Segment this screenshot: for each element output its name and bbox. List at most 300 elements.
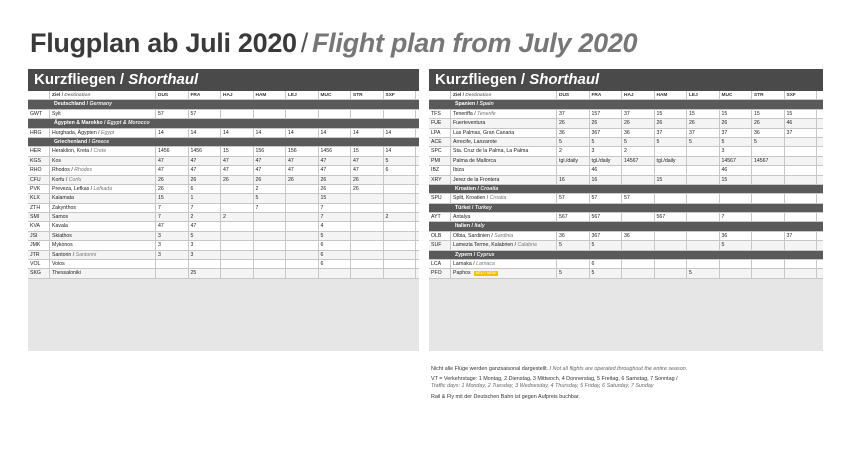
- destination-cell: [451, 269, 557, 277]
- table-row: [429, 166, 823, 175]
- region-name-en: Egypt & Morocco: [107, 120, 150, 127]
- schedule-cell: 1456: [156, 147, 189, 155]
- schedule-cell: 26: [189, 176, 222, 184]
- footnotes: [431, 366, 841, 404]
- schedule-cell: [156, 269, 189, 277]
- schedule-cell: [286, 222, 319, 230]
- schedule-cell: 46: [590, 166, 623, 174]
- region-label: Italien / Italy: [455, 223, 485, 230]
- destination-name-en: Croatia: [489, 195, 507, 202]
- schedule-cell: [351, 241, 384, 249]
- schedule-cell: 3: [156, 241, 189, 249]
- schedule-cell: [319, 269, 352, 277]
- airport-code: SUF: [429, 241, 451, 249]
- schedule-cell: 5: [557, 241, 590, 249]
- schedule-cell: [752, 176, 785, 184]
- schedule-cell: [286, 204, 319, 212]
- schedule-cell: [720, 260, 753, 268]
- region-name-de: Zypern: [455, 251, 473, 258]
- schedule-cell: [622, 213, 655, 221]
- schedule-cell: 5: [557, 138, 590, 146]
- schedule-cell: [221, 241, 254, 249]
- schedule-cell: 26: [156, 185, 189, 193]
- schedule-cell: [687, 260, 720, 268]
- schedule-cell: 57: [156, 110, 189, 118]
- destination-name-en: Rhodes: [74, 167, 93, 174]
- schedule-cell: 7: [720, 213, 753, 221]
- airport-code: RHO: [28, 166, 50, 174]
- code-column-header: [429, 91, 451, 99]
- schedule-cell: 3: [189, 251, 222, 259]
- schedule-cell: [189, 260, 222, 268]
- schedule-cell: 37: [785, 232, 818, 240]
- destination-name-de: Sylt: [52, 110, 61, 117]
- schedule-cell: [785, 194, 818, 202]
- schedule-cell: 567: [655, 213, 688, 221]
- schedule-cell: 26: [254, 176, 287, 184]
- airport-code: KLX: [28, 194, 50, 202]
- destination-cell: [50, 269, 156, 277]
- schedule-cell: 26: [351, 185, 384, 193]
- region-category-row: [28, 138, 419, 147]
- schedule-cell: 15: [156, 194, 189, 202]
- schedule-cell: 5: [720, 241, 753, 249]
- destination-name-de: Kavala: [52, 223, 68, 230]
- schedule-cell: 5: [590, 138, 623, 146]
- region-name-en: Germany: [89, 101, 112, 108]
- table-row: [28, 176, 419, 185]
- footnote-season-de: Nicht alle Flüge werden ganzsaisonal dargestellt. /: [431, 366, 552, 372]
- schedule-cell: 2: [221, 213, 254, 221]
- schedule-cell: 37: [720, 129, 753, 137]
- table-row: [28, 129, 419, 138]
- schedule-cell: [286, 241, 319, 249]
- region-name-en: Italy: [474, 223, 485, 230]
- destination-name-de: Hurghada, Ägypten: [52, 129, 97, 136]
- table-row: [429, 119, 823, 128]
- airport-code: FUE: [429, 119, 451, 127]
- schedule-cell: 47: [156, 222, 189, 230]
- destination-name-en: Sardinia: [494, 232, 514, 239]
- schedule-cell: 16: [557, 176, 590, 184]
- schedule-cell: [622, 166, 655, 174]
- airport-code: TFS: [429, 110, 451, 118]
- table-row: [28, 241, 419, 250]
- schedule-cell: [254, 269, 287, 277]
- schedule-cell: [557, 260, 590, 268]
- schedule-cell: 5: [254, 194, 287, 202]
- title-english: Flight plan from July 2020: [311, 28, 638, 58]
- schedule-cell: [384, 241, 417, 249]
- airport-code: GWT: [28, 110, 50, 118]
- schedule-cell: 3: [590, 147, 623, 155]
- schedule-cell: 14: [384, 147, 417, 155]
- schedule-cell: 36: [720, 232, 753, 240]
- schedule-cell: [622, 260, 655, 268]
- schedule-cell: [655, 260, 688, 268]
- schedule-cell: [221, 110, 254, 118]
- destination-name-de: Lamezia Terme, Kalabrien: [453, 242, 514, 249]
- destination-name-de: Olbia, Sardinien: [453, 232, 490, 239]
- region-name-de: Spanien: [455, 101, 476, 108]
- destination-name-de: Zakynthos: [52, 204, 76, 211]
- destination-column-header: Ziel / Destination: [50, 91, 156, 99]
- table-row: [28, 185, 419, 194]
- table-heading: [429, 69, 823, 91]
- destination-name-de: Volos: [52, 261, 65, 268]
- airport-code: SMI: [28, 213, 50, 221]
- schedule-cell: [384, 269, 417, 277]
- table-row: [28, 222, 419, 231]
- destination-name-de: Mykonos: [52, 242, 73, 249]
- schedule-cell: [687, 176, 720, 184]
- schedule-cell: 47: [319, 166, 352, 174]
- airport-code: SKG: [28, 269, 50, 277]
- schedule-cell: [557, 166, 590, 174]
- schedule-cell: 6: [319, 241, 352, 249]
- schedule-cell: [221, 269, 254, 277]
- schedule-cell: 14: [221, 129, 254, 137]
- schedule-cell: 26: [319, 185, 352, 193]
- schedule-cell: 26: [351, 176, 384, 184]
- schedule-cell: 1456: [319, 147, 352, 155]
- destination-name-de: Kalamata: [52, 195, 74, 202]
- footnote-season: [431, 366, 841, 373]
- table-heading: [28, 69, 419, 91]
- destination-cell: [50, 110, 156, 118]
- region-name-de: Ägypten & Marokko: [54, 120, 103, 127]
- airport-header: LEJ: [687, 91, 720, 99]
- schedule-cell: [254, 251, 287, 259]
- schedule-cell: [384, 110, 417, 118]
- schedule-cell: 7: [319, 213, 352, 221]
- schedule-cell: 7: [156, 204, 189, 212]
- airport-code: ACE: [429, 138, 451, 146]
- schedule-cell: [687, 194, 720, 202]
- schedule-cell: 26: [655, 119, 688, 127]
- schedule-cell: 46: [720, 166, 753, 174]
- schedule-cell: [384, 232, 417, 240]
- schedule-cell: [687, 213, 720, 221]
- new-route-badge: NEU / NEW: [475, 270, 496, 275]
- destination-cell: Teneriffa / Tenerife: [451, 110, 557, 118]
- table-row: [429, 157, 823, 166]
- airport-header: DUS: [156, 91, 189, 99]
- schedule-cell: [221, 222, 254, 230]
- schedule-cell: 36: [622, 129, 655, 137]
- destination-name-de: Thessaloniki: [52, 270, 81, 277]
- schedule-cell: [785, 147, 818, 155]
- destination-name-de: Jerez de la Frontera: [453, 176, 500, 183]
- airport-code: AYT: [429, 213, 451, 221]
- destination-cell: Heraklion, Kreta / Crete: [50, 147, 156, 155]
- destination-name-de: Rhodos: [52, 167, 70, 174]
- schedule-cell: [254, 213, 287, 221]
- airport-code: PVK: [28, 185, 50, 193]
- schedule-cell: 25: [189, 269, 222, 277]
- schedule-cell: [384, 176, 417, 184]
- destination-column-header: Ziel / Destination: [451, 91, 557, 99]
- airport-code: KVA: [28, 222, 50, 230]
- destination-name-de: Teneriffa: [453, 110, 473, 117]
- schedule-cell: 3: [156, 232, 189, 240]
- region-category-row: [429, 204, 823, 213]
- schedule-cell: 5: [720, 138, 753, 146]
- schedule-cell: 36: [557, 232, 590, 240]
- schedule-cell: [720, 194, 753, 202]
- schedule-cell: 14567: [752, 157, 785, 165]
- region-name-de: Kroatien: [455, 185, 477, 192]
- airport-header: MUC: [319, 91, 352, 99]
- dest-header-en: Destination: [64, 93, 91, 98]
- airport-header: SXF: [384, 91, 417, 99]
- table-row: [28, 213, 419, 222]
- schedule-cell: 6: [189, 185, 222, 193]
- schedule-cell: 14: [189, 129, 222, 137]
- destination-name-en: Larnaca: [476, 261, 495, 268]
- table-row: [28, 251, 419, 260]
- schedule-cell: [254, 260, 287, 268]
- schedule-cell: [687, 241, 720, 249]
- region-label: Ägypten & Marokko / Egypt & Morocco: [54, 120, 150, 127]
- table-row: [429, 194, 823, 203]
- destination-name-de: Paphos: [453, 270, 471, 277]
- schedule-cell: 37: [687, 129, 720, 137]
- schedule-cell: [221, 185, 254, 193]
- footnote-traffic-days: [431, 376, 841, 390]
- schedule-cell: 36: [557, 129, 590, 137]
- destination-cell: [50, 222, 156, 230]
- region-name-de: Deutschland: [54, 101, 86, 108]
- destination-name-de: Kos: [52, 157, 61, 164]
- column-header-row: [429, 91, 823, 100]
- schedule-cell: 47: [221, 157, 254, 165]
- schedule-cell: 26: [752, 119, 785, 127]
- schedule-cell: [254, 222, 287, 230]
- schedule-cell: 14: [351, 129, 384, 137]
- schedule-cell: [655, 194, 688, 202]
- schedule-cell: tgl./daily: [557, 157, 590, 165]
- airport-code: PFO: [429, 269, 451, 277]
- airport-code: VOL: [28, 260, 50, 268]
- schedule-cell: 5: [319, 232, 352, 240]
- airport-header: LEJ: [286, 91, 319, 99]
- schedule-cell: 15: [720, 176, 753, 184]
- airport-code: LPA: [429, 129, 451, 137]
- title-separator: /: [300, 28, 308, 58]
- schedule-cell: 156: [254, 147, 287, 155]
- region-label: Türkei / Turkey: [455, 204, 492, 211]
- schedule-cell: 36: [622, 232, 655, 240]
- table-row: [28, 204, 419, 213]
- schedule-cell: 1456: [189, 147, 222, 155]
- schedule-cell: 2: [254, 185, 287, 193]
- schedule-cell: 2: [557, 147, 590, 155]
- schedule-cell: 37: [557, 110, 590, 118]
- schedule-cell: [785, 166, 818, 174]
- schedule-cell: 5: [590, 241, 623, 249]
- heading-english: Shorthaul: [128, 71, 199, 88]
- schedule-cell: 47: [156, 157, 189, 165]
- schedule-cell: [687, 232, 720, 240]
- schedule-cell: [286, 194, 319, 202]
- schedule-cell: 5: [622, 138, 655, 146]
- schedule-cell: [622, 241, 655, 249]
- schedule-cell: 6: [590, 260, 623, 268]
- airport-code: SPC: [429, 147, 451, 155]
- region-name-de: Italien: [455, 223, 470, 230]
- schedule-cell: [655, 166, 688, 174]
- destination-cell: [50, 204, 156, 212]
- schedule-cell: 2: [622, 147, 655, 155]
- schedule-cell: [319, 110, 352, 118]
- schedule-cell: [221, 251, 254, 259]
- destination-cell: Preveza, Lefkas / Lefkada: [50, 185, 156, 193]
- schedule-cell: 47: [319, 157, 352, 165]
- destination-name-de: Ibiza: [453, 167, 464, 174]
- schedule-cell: 26: [720, 119, 753, 127]
- schedule-cell: [156, 260, 189, 268]
- destination-name-en: Crete: [93, 148, 107, 155]
- schedule-cell: [785, 241, 818, 249]
- schedule-cell: 26: [156, 176, 189, 184]
- airport-code: JMK: [28, 241, 50, 249]
- schedule-cell: [785, 269, 818, 277]
- schedule-cell: 26: [687, 119, 720, 127]
- schedule-cell: [286, 110, 319, 118]
- title-german: Flugplan ab Juli 2020: [30, 28, 297, 58]
- airport-code: XRY: [429, 176, 451, 184]
- schedule-cell: 36: [752, 129, 785, 137]
- schedule-cell: [351, 204, 384, 212]
- schedule-cell: 26: [286, 176, 319, 184]
- airport-header: MUC: [720, 91, 753, 99]
- schedule-cell: 3: [720, 147, 753, 155]
- schedule-cell: [351, 232, 384, 240]
- schedule-cell: 6: [384, 166, 417, 174]
- schedule-cell: [254, 110, 287, 118]
- schedule-cell: 47: [351, 157, 384, 165]
- schedule-cell: 5: [590, 269, 623, 277]
- schedule-cell: [286, 251, 319, 259]
- schedule-cell: [221, 260, 254, 268]
- airport-header: SXF: [785, 91, 818, 99]
- schedule-cell: 5: [687, 138, 720, 146]
- footnote-days-de: VT = Verkehrstage: 1 Montag, 2 Dienstag, 3 Mittwoch, 4 Donnerstag, 5 Freitag, 6 Samstag, 7 Sonntag /: [431, 376, 678, 383]
- schedule-cell: 6: [319, 251, 352, 259]
- schedule-cell: 567: [590, 213, 623, 221]
- destination-cell: [451, 213, 557, 221]
- table-row: [28, 110, 419, 119]
- schedule-cell: [752, 269, 785, 277]
- airport-header: FRA: [189, 91, 222, 99]
- schedule-cell: [752, 147, 785, 155]
- region-name-de: Türkei: [455, 204, 471, 211]
- schedule-cell: 7: [254, 204, 287, 212]
- destination-cell: [50, 213, 156, 221]
- footnote-rail-fly: Rail & Fly mit der Deutschen Bahn ist gegen Aufpreis buchbar.: [431, 393, 580, 400]
- destination-name-de: Split, Kroatien: [453, 195, 486, 202]
- schedule-cell: [655, 147, 688, 155]
- schedule-cell: 14: [384, 129, 417, 137]
- schedule-cell: [351, 213, 384, 221]
- destination-cell: [50, 232, 156, 240]
- airport-header: DUS: [557, 91, 590, 99]
- shorthaul-table-left: [28, 69, 419, 351]
- schedule-cell: 57: [590, 194, 623, 202]
- table-row: [429, 269, 823, 278]
- schedule-cell: 26: [319, 176, 352, 184]
- table-row: [429, 147, 823, 156]
- destination-name-en: Lefkada: [93, 185, 112, 192]
- schedule-cell: 47: [286, 157, 319, 165]
- destination-cell: Rhodos / Rhodes: [50, 166, 156, 174]
- schedule-cell: 4: [319, 222, 352, 230]
- airport-header: STR: [351, 91, 384, 99]
- schedule-cell: [785, 213, 818, 221]
- schedule-cell: [254, 241, 287, 249]
- airport-code: IBZ: [429, 166, 451, 174]
- destination-name-de: Palma de Mallorca: [453, 157, 496, 164]
- schedule-cell: 15: [752, 110, 785, 118]
- schedule-cell: [384, 194, 417, 202]
- schedule-cell: 15: [785, 110, 818, 118]
- airport-code: SPU: [429, 194, 451, 202]
- dest-header-en: Destination: [465, 93, 492, 98]
- column-header-row: [28, 91, 419, 100]
- schedule-cell: 15: [720, 110, 753, 118]
- table-row: [429, 176, 823, 185]
- dest-header-de: Ziel: [453, 93, 462, 98]
- schedule-cell: 37: [622, 110, 655, 118]
- schedule-cell: 3: [189, 241, 222, 249]
- schedule-cell: [785, 260, 818, 268]
- destination-cell: [451, 119, 557, 127]
- table-row: [28, 147, 419, 156]
- schedule-cell: [221, 204, 254, 212]
- footnote-season-en: Not all flights are operated throughout the entire season.: [552, 366, 688, 372]
- region-category-row: [429, 222, 823, 231]
- schedule-cell: 26: [221, 176, 254, 184]
- airport-header: HAM: [655, 91, 688, 99]
- schedule-cell: 47: [189, 157, 222, 165]
- region-category-row: [28, 119, 419, 128]
- schedule-cell: 15: [655, 176, 688, 184]
- destination-name-en: Tenerife: [477, 110, 496, 117]
- table-row: [28, 260, 419, 269]
- destination-name-de: Heraklion, Kreta: [52, 148, 90, 155]
- schedule-cell: 5: [384, 157, 417, 165]
- schedule-cell: 156: [286, 147, 319, 155]
- destination-name-de: Santorin: [52, 251, 72, 258]
- destination-cell: [451, 176, 557, 184]
- destination-name-de: Samos: [52, 214, 69, 221]
- destination-name-de: Larnaka: [453, 261, 472, 268]
- destination-cell: Santorin / Santorini: [50, 251, 156, 259]
- schedule-cell: 46: [785, 119, 818, 127]
- airport-code: HRG: [28, 129, 50, 137]
- destination-cell: [451, 147, 557, 155]
- schedule-cell: tgl./daily: [590, 157, 623, 165]
- schedule-cell: 14: [319, 129, 352, 137]
- schedule-cell: 14567: [622, 157, 655, 165]
- schedule-cell: 26: [622, 119, 655, 127]
- airport-code: ZTH: [28, 204, 50, 212]
- destination-cell: [451, 166, 557, 174]
- schedule-cell: [351, 194, 384, 202]
- destination-name-en: Santorini: [75, 251, 97, 258]
- airport-code: CFU: [28, 176, 50, 184]
